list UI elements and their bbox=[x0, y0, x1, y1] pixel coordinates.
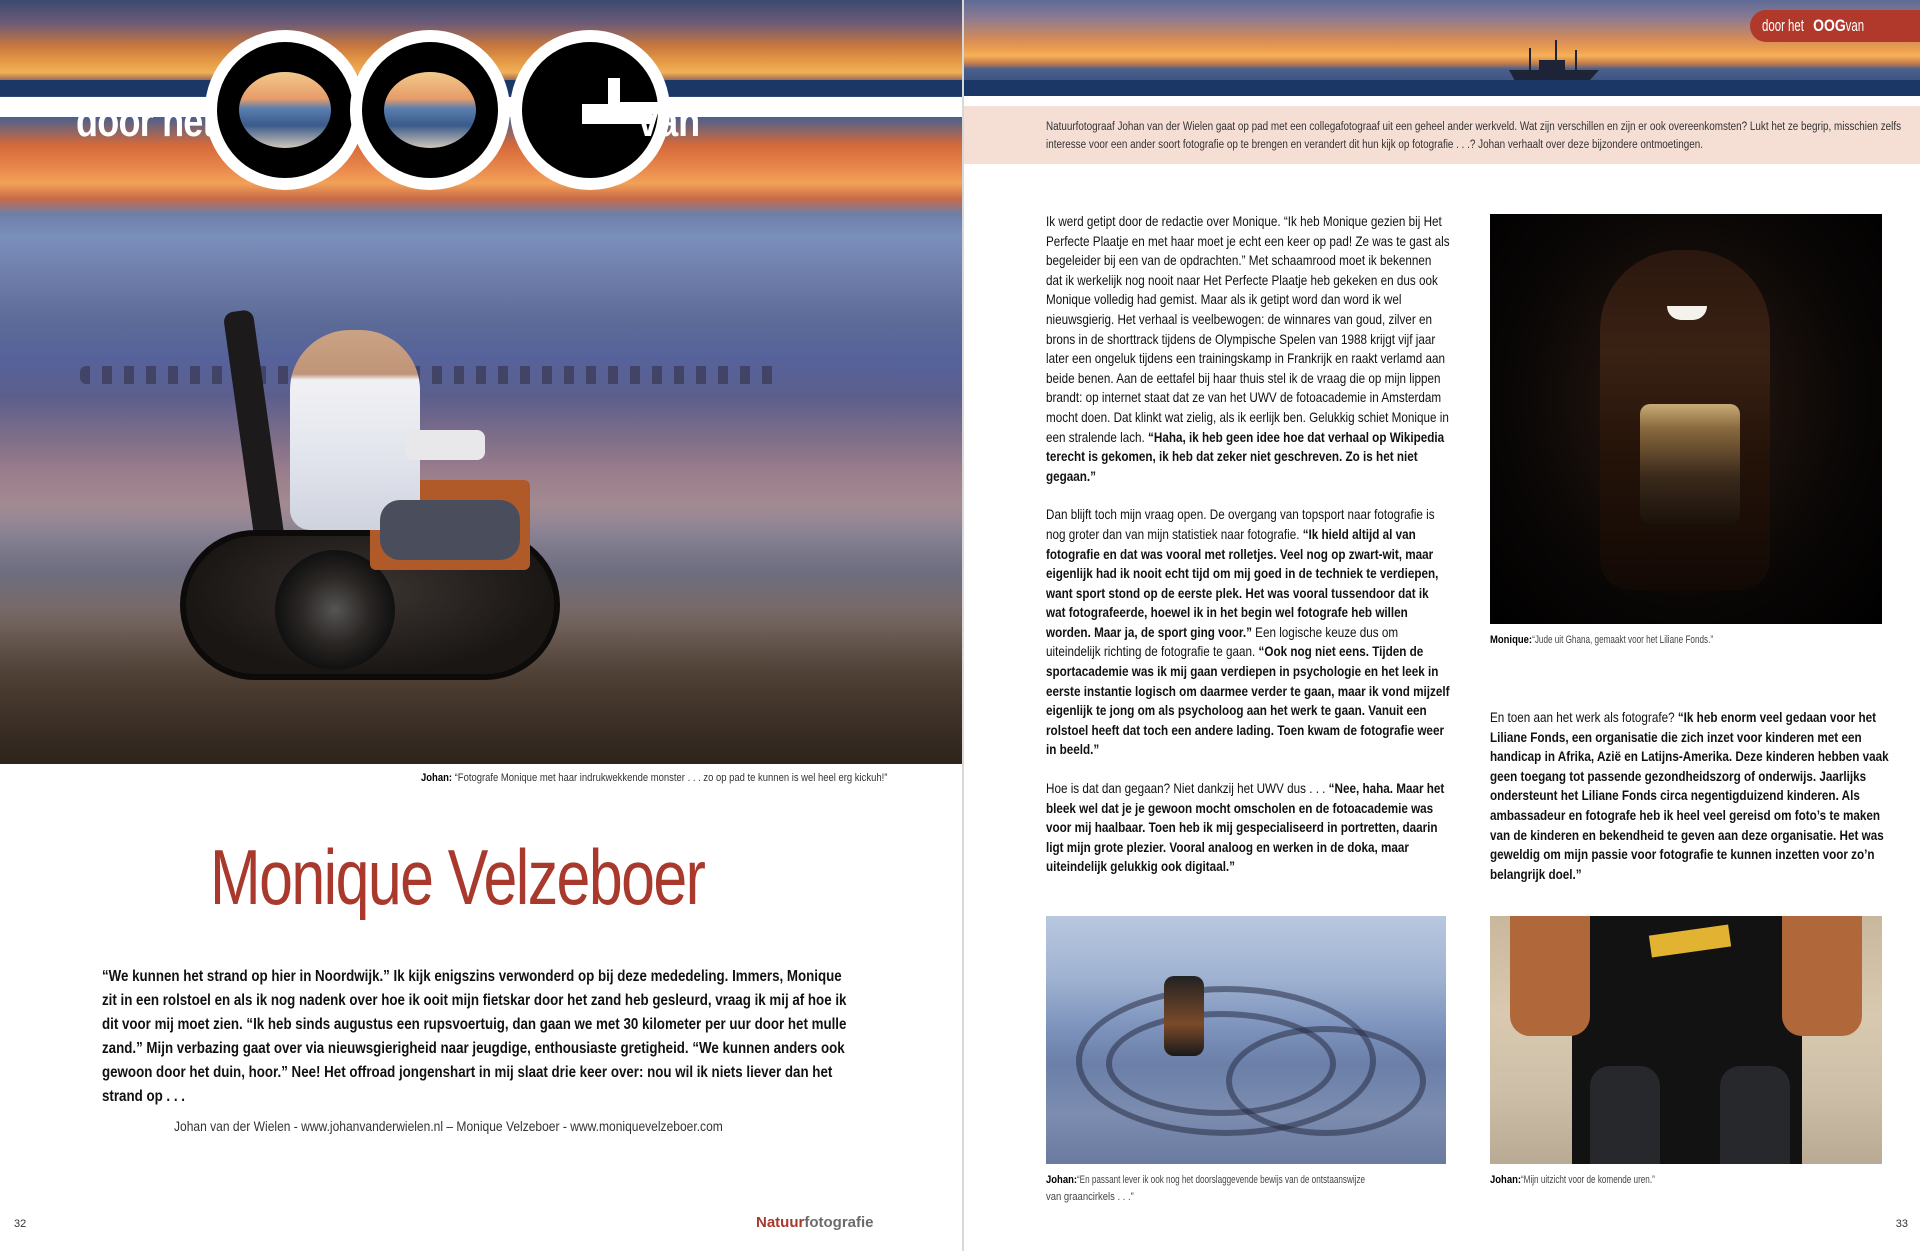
article-column-1 bbox=[1046, 212, 1450, 896]
page-number-left: 32 bbox=[14, 1218, 27, 1230]
caption-jude-line bbox=[1490, 632, 1742, 649]
wheelchair-figure bbox=[140, 300, 580, 700]
intro-paragraph bbox=[102, 965, 862, 1109]
boot-right bbox=[1720, 1066, 1790, 1164]
logo-letter-o-1 bbox=[205, 30, 365, 190]
caption-jude-author: Monique: bbox=[1490, 634, 1533, 646]
brand-part2: fotografie bbox=[804, 1214, 874, 1231]
track-ring bbox=[1226, 1026, 1426, 1136]
paragraph-1-text: Ik werd getipt door de redactie over Monique. “Ik heb Monique gezien bij Het Perfecte Plaatje en met haar moet je echt een keer op pad! Ze was te gast als begeleider bij een van de opdrachten.” Met schaamrood moet ik bekennen dat ik werkelijk nog nooit naar Het Perfecte Plaatje heb gekeken en dus ook Monique volledig had gemist. Maar als ik getipt word dan word ik wel nieuwsgierig. Het verhaal is veelbewogen: de winnares van goud, zilver en brons in de shorttrack tijdens de Olympische Spelen van 1988 krijgt vijf jaar later een ongeluk tijdens een trainingskamp in Frankrijk en raakt verlamd aan beide benen. Aan de eettafel bij haar thuis stel ik de vraag die op mijn lippen brandt: op internet staat dat ze van het UWV de fotoacademie in Amsterdam mocht doen. Dat klinkt wat zielig, als ik eerlijk ben. Gelukkig schiet Monique in een stralende lach. bbox=[1046, 214, 1450, 445]
paragraph-2-text: Dan blijft toch mijn vraag open. De overgang van topsport naar fotografie is nog groter dan van mijn statistiek naar fotografie. bbox=[1046, 507, 1435, 542]
paragraph-4 bbox=[1490, 708, 1894, 884]
caption-beach-line-1 bbox=[1046, 1172, 1412, 1189]
paragraph-1 bbox=[1046, 212, 1450, 486]
paragraph-2-text-2: Een logische keuze dus om uiteindelijk richting de fotografie te gaan. bbox=[1046, 624, 1399, 660]
logo-eye-1 bbox=[239, 72, 331, 148]
ship-mast bbox=[1575, 50, 1577, 70]
caption-pov-author: Johan: bbox=[1490, 1174, 1522, 1186]
paragraph-2 bbox=[1046, 505, 1450, 760]
horizon-band-right bbox=[964, 80, 1920, 96]
ship-mast bbox=[1529, 48, 1531, 70]
paragraph-1-quote: “Haha, ik heb geen idee hoe dat verhaal op Wikipedia terecht is gekomen, ik heb dat zeker niet geschreven. Zo is het niet gegaan.” bbox=[1046, 429, 1445, 484]
hero-photo bbox=[0, 0, 962, 764]
paragraph-3 bbox=[1046, 779, 1450, 877]
armrest-left bbox=[1510, 916, 1590, 1036]
series-intro-band bbox=[964, 106, 1920, 164]
article-title: Monique Velzeboer bbox=[210, 833, 705, 921]
logo-suffix: van bbox=[638, 97, 701, 146]
camera bbox=[405, 430, 485, 460]
armrest-right bbox=[1782, 916, 1862, 1036]
caption-pov-text: “Mijn uitzicht voor de komende uren.” bbox=[1521, 1174, 1655, 1186]
logo-prefix: door het bbox=[76, 97, 214, 146]
paragraph-2-quote-2: “Ook nog niet eens. Tijden de sportacademie was ik mij gaan verdiepen in psychologie en het leek in eerste instantie logisch om daarmee verder te gaan, maar ik vond mijzelf eigenlijk te jong om als psycholoog aan het werk te gaan. Vanuit een rolstoel heeft dat toch een andere lading. Toen kwam de fotografie weer in beeld.” bbox=[1046, 644, 1450, 758]
ship-cabin bbox=[1539, 60, 1565, 70]
paragraph-3-text: Hoe is dat dan gegaan? Niet dankzij het UWV dus . . . bbox=[1046, 781, 1329, 797]
caption-jude-text: “Jude uit Ghana, gemaakt voor het Liliane Fonds.” bbox=[1532, 634, 1713, 646]
photo-beach-circles bbox=[1046, 916, 1446, 1164]
tag-bold: OOG bbox=[1813, 16, 1846, 35]
caption-pov-line bbox=[1490, 1172, 1677, 1189]
caption-author: Johan: bbox=[421, 772, 453, 784]
caption-beach-author: Johan: bbox=[1046, 1174, 1078, 1186]
wheelchair-small bbox=[1164, 976, 1204, 1056]
right-page bbox=[964, 0, 1920, 1251]
ship-silhouette bbox=[1509, 46, 1599, 80]
caption-beach-text-1: “En passant lever ik ook nog het doorslaggevende bewijs van de ontstaanswijze bbox=[1077, 1174, 1366, 1186]
page-number-right: 33 bbox=[1895, 1218, 1908, 1230]
tag-prefix: door het bbox=[1762, 16, 1804, 35]
logo-eye-2 bbox=[384, 72, 476, 148]
photo-pov bbox=[1490, 916, 1882, 1164]
brand-part1: Natuur bbox=[756, 1214, 805, 1231]
drum bbox=[1640, 404, 1740, 524]
wheelchair-backrest bbox=[223, 309, 288, 561]
logo-letter-o-2 bbox=[350, 30, 510, 190]
intro-text: “We kunnen het strand op hier in Noordwijk.” Ik kijk enigszins verwonderd op bij deze mededeling. Immers, Monique zit in een rolstoel en als ik nog nadenk over hoe ik ooit mijn fietskar door het zand heb gesleurd, vraag ik mij af hoe ik dit voor mij moet zien. “Ik heb sinds augustus een rupsvoertuig, dan gaan we met 30 kilometer per uur door het mulle zand.” Mijn verbazing gaat over via nieuwsgierigheid naar jeugdige, enthousiaste gretigheid. “We kunnen anders ook gewoon door het duin, hoor.” Nee! Het offroad jongenshart in mij slaat drie keer over: nou wil ik niets liever dan het strand op . . . bbox=[102, 968, 847, 1105]
hero-caption bbox=[421, 772, 887, 784]
photo-jude bbox=[1490, 214, 1882, 624]
caption-pov bbox=[1490, 1172, 1707, 1189]
boot-left bbox=[1590, 1066, 1660, 1164]
credits: Johan van der Wielen - www.johanvanderwielen.nl – Monique Velzeboer - www.moniquevelzeboer.com bbox=[174, 1118, 723, 1134]
paragraph-3-quote: “Nee, haha. Maar het bleek wel dat je je gewoon mocht omscholen en de fotoacademie was voor mij haalbaar. Toen heb ik mij gespecialiseerd in portretten, daarin ligt mijn grote plezier. Vooral analoog en werken in de doka, maar uiteindelijk gelukkig ook digitaal.” bbox=[1046, 781, 1445, 875]
article-column-2 bbox=[1490, 708, 1894, 903]
caption-beach bbox=[1046, 1172, 1486, 1206]
tag-suffix: van bbox=[1845, 16, 1865, 35]
paragraph-4-text: En toen aan het werk als fotografe? bbox=[1490, 710, 1678, 725]
paragraph-2-quote-1: “Ik hield altijd al van fotografie en dat was vooral met rolletjes. Veel nog op zwart-wit, maar eigenlijk had ik nooit echt tijd om mij goed in de techniek te verdiepen, want sport stond op de eerste plek. Het was vooral tussendoor dat ik wat fotografeerde, hoewel ik in het begin wel fotografe heb willen worden. Maar ja, de sport ging voor.” bbox=[1046, 526, 1439, 640]
ship-hull bbox=[1509, 70, 1599, 80]
section-tag bbox=[1750, 10, 1920, 42]
section-tag-text bbox=[1762, 10, 1868, 42]
column-1-inner bbox=[1046, 212, 1450, 877]
caption-jude bbox=[1490, 632, 1783, 649]
paragraph-4-quote: “Ik heb enorm veel gedaan voor het Liliane Fonds, een organisatie die zich inzet voor kinderen met een handicap in Afrika, Azië en Latijns-Amerika. Deze kinderen hebben vaak geen toegang tot passende gezondheidszorg of onderwijs. Jaarlijks ondersteunt het Liliane Fonds circa negentigduizend kinderen. Als ambassadeur en fotografe heb ik heel veel gereisd om foto’s te maken van de kinderen en bekendheid te geven aan deze organisatie. Het was geweldig om mijn passie voor fotografie te kunnen inzetten voor zo’n belangrijk doel.” bbox=[1490, 710, 1889, 882]
column-2-inner bbox=[1490, 708, 1894, 884]
person-legs bbox=[380, 500, 520, 560]
series-intro-text: Natuurfotograaf Johan van der Wielen gaat op pad met een collegafotograaf uit een geheel ander werkveld. Wat zijn verschillen en zijn er ook overeenkomsten? Lukt het ze begrip, misschien zelfs interesse voor een ander soort fotografie op te brengen en verandert dit hun kijk op fotografie . . .? Johan verhaalt over deze bijzondere ontmoetingen. bbox=[1046, 121, 1902, 151]
caption-text: “Fotografe Monique met haar indrukwekkende monster . . . zo op pad te kunnen is wel heel erg kickuh!” bbox=[452, 772, 888, 784]
magazine-brand bbox=[756, 1214, 874, 1231]
ship-mast bbox=[1555, 40, 1557, 70]
caption-beach-text-2: van graancirkels . . .” bbox=[1046, 1191, 1134, 1203]
